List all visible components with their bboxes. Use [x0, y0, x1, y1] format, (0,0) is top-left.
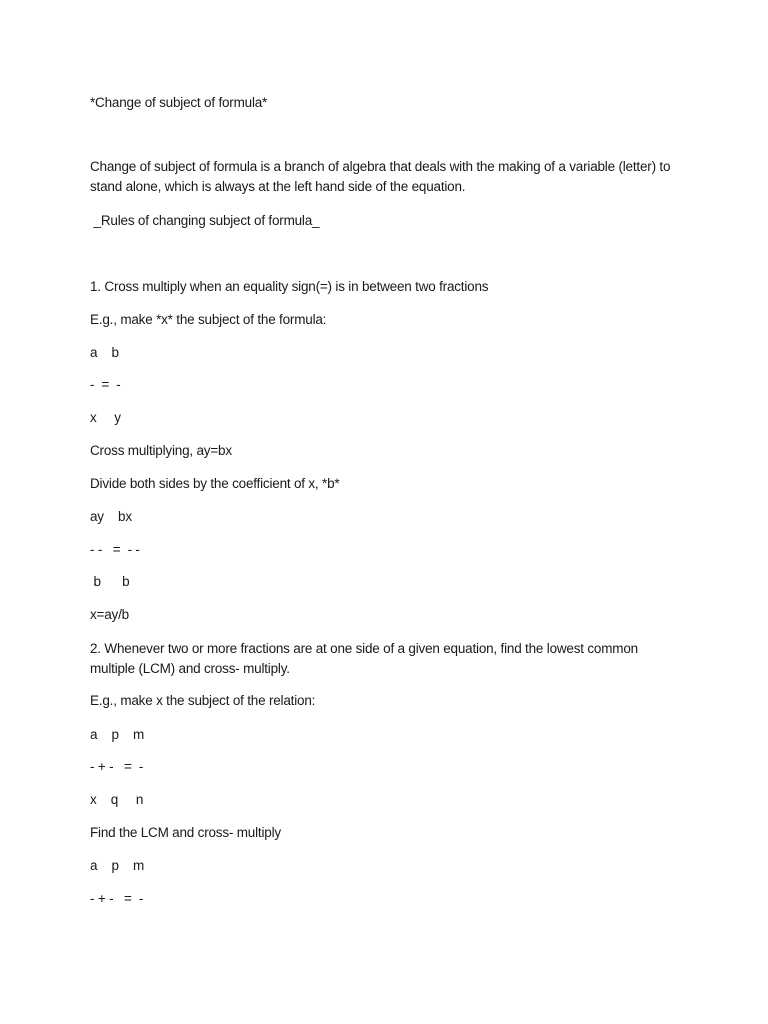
rule1-fraction-bars: - = - [90, 377, 121, 392]
rule1-divide-denominators: b b [90, 574, 130, 589]
rule1-cross-multiply: Cross multiplying, ay=bx [90, 443, 232, 458]
intro-paragraph: Change of subject of formula is a branch of algebra that deals with the making of a variable (letter) to stand alone, which is always at the left hand side of the equation. [90, 159, 671, 194]
rule2-statement: 2. Whenever two or more fractions are at one side of a given equation, find the lowest common multiple (LCM) and cross- multiply. [90, 641, 638, 676]
rule2-lcm-instruction: Find the LCM and cross- multiply [90, 825, 281, 840]
rule2-lcm-numerators: a p m [90, 858, 145, 873]
document-title: *Change of subject of formula* [90, 95, 268, 110]
rule2-lcm-bars: - + - = - [90, 891, 144, 906]
rule1-fraction-denominators: x y [90, 410, 121, 425]
rule2-fraction-numerators: a p m [90, 727, 145, 742]
rule1-fraction-numerators: a b [90, 345, 119, 360]
rule1-statement: 1. Cross multiply when an equality sign(=) is in between two fractions [90, 279, 489, 294]
rule1-divide-numerators: ay bx [90, 509, 132, 524]
rule1-example: E.g., make *x* the subject of the formula: [90, 312, 327, 327]
rule1-divide-bars: - - = - - [90, 542, 140, 557]
rule2-fraction-bars: - + - = - [90, 759, 144, 774]
rule1-result: x=ay/b [90, 607, 129, 622]
rule2-example: E.g., make x the subject of the relation: [90, 693, 316, 708]
rule1-divide: Divide both sides by the coefficient of x, *b* [90, 476, 340, 491]
rules-heading: _Rules of changing subject of formula_ [90, 213, 320, 228]
rule2-fraction-denominators: x q n [90, 792, 144, 807]
